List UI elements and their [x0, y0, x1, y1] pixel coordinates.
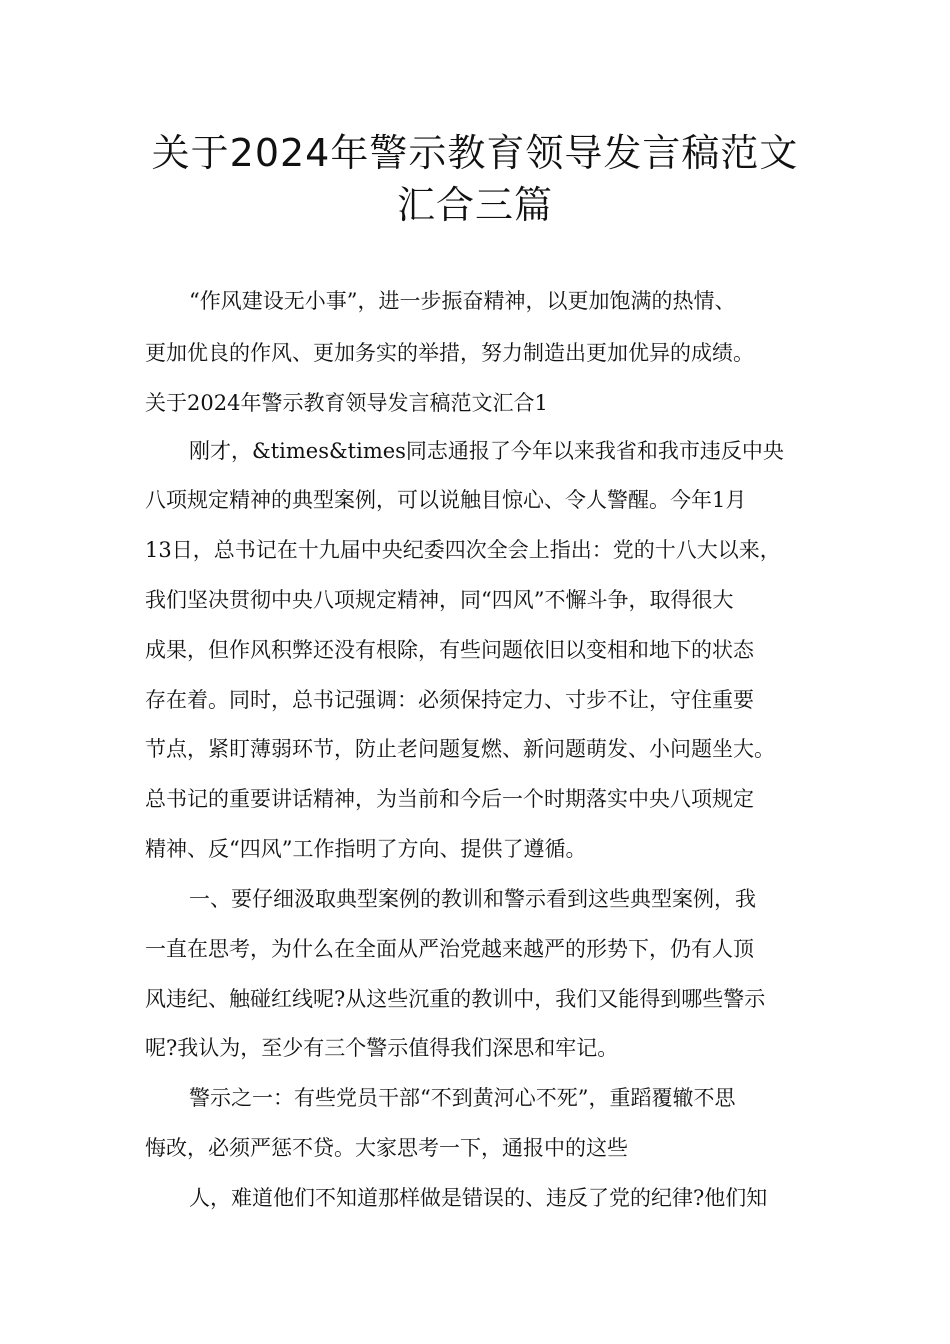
- paragraph-line: 悔改，必须严惩不贷。大家思考一下，通报中的这些: [145, 1136, 628, 1160]
- paragraph-line: “作风建设无小事”，进一步振奋精神，以更加饱满的热情、: [189, 289, 736, 313]
- paragraph-line: 人，难道他们不知道那样做是错误的、违反了党的纪律?他们知: [189, 1186, 768, 1210]
- paragraph-line: 一直在思考，为什么在全面从严治党越来越严的形势下，仍有人顶: [145, 937, 754, 961]
- paragraph-line: 存在着。同时，总书记强调：必须保持定力、寸步不让，守住重要: [145, 688, 754, 712]
- document-title-line-2: 汇合三篇: [396, 183, 553, 227]
- paragraph-line: 精神、反“四风”工作指明了方向、提供了遵循。: [145, 837, 587, 861]
- paragraph-line: 成果，但作风积弊还没有根除，有些问题依旧以变相和地下的状态: [145, 638, 754, 662]
- paragraph-line: 呢?我认为，至少有三个警示值得我们深思和牢记。: [145, 1036, 619, 1060]
- paragraph-line: 警示之一：有些党员干部“不到黄河心不死”，重蹈覆辙不思: [189, 1086, 736, 1110]
- document-title-line-1: 关于2024年警示教育领导发言稿范文: [151, 131, 799, 175]
- paragraph-line: 节点，紧盯薄弱环节，防止老问题复燃、新问题萌发、小问题坐大。: [145, 737, 775, 761]
- paragraph-line: 一、要仔细汲取典型案例的教训和警示看到这些典型案例，我: [189, 887, 756, 911]
- paragraph-line: 八项规定精神的典型案例，可以说触目惊心、令人警醒。今年1月: [145, 488, 747, 512]
- paragraph-line: 更加优良的作风、更加务实的举措，努力制造出更加优异的成绩。: [145, 341, 754, 365]
- paragraph-line: 13日，总书记在十九届中央纪委四次全会上指出：党的十八大以来，: [145, 538, 781, 562]
- section-heading: 关于2024年警示教育领导发言稿范文汇合1: [145, 391, 548, 415]
- paragraph-line: 风违纪、触碰红线呢?从这些沉重的教训中，我们又能得到哪些警示: [145, 987, 766, 1011]
- paragraph-line: 刚才，&times&times同志通报了今年以来我省和我市违反中央: [189, 439, 784, 463]
- paragraph-line: 总书记的重要讲话精神，为当前和今后一个时期落实中央八项规定: [145, 787, 754, 811]
- paragraph-line: 我们坚决贯彻中央八项规定精神，同“四风”不懈斗争，取得很大: [145, 588, 734, 612]
